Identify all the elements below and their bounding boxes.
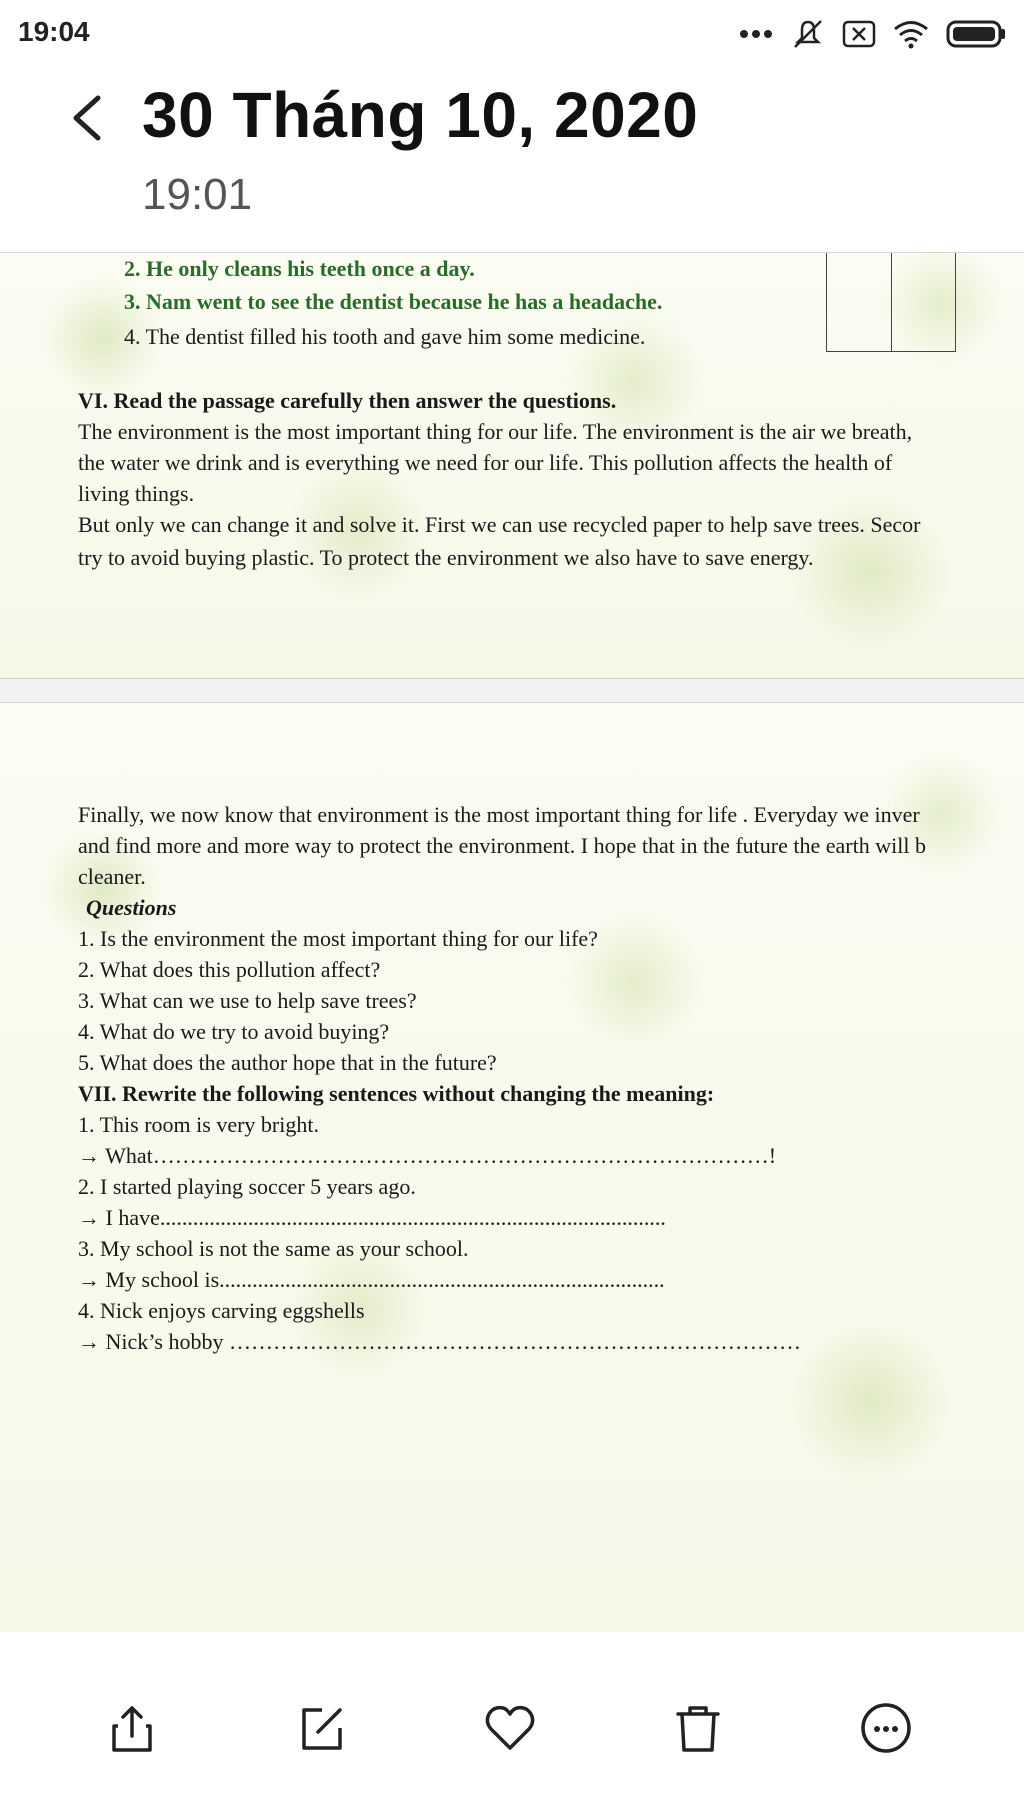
wifi-icon [892, 19, 930, 49]
status-bar [0, 0, 1024, 70]
section-heading: VII. Rewrite the following sentences without changing the meaning: [78, 1081, 715, 1106]
page1-line: 2. He only cleans his teeth once a day. [124, 256, 475, 281]
page1-line: But only we can change it and solve it. First we can use recycled paper to help save trees. Secor [78, 512, 921, 537]
page1-line: The environment is the most important thing for our life. The environment is the air we breath, [78, 419, 913, 444]
rewrite-answer: → What…………………………………………………………………………! [78, 1143, 777, 1168]
mute-icon [790, 18, 826, 50]
rewrite-item: 4. Nick enjoys carving eggshells [78, 1298, 365, 1323]
page1-line: 4. The dentist filled his tooth and gave him some medicine. [124, 324, 646, 349]
question-item: 2. What does this pollution affect? [78, 957, 381, 982]
section-heading: VI. Read the passage carefully then answer the questions. [78, 388, 617, 413]
rewrite-answer: → I have............................................................................................ [78, 1205, 666, 1230]
bottom-toolbar [0, 1632, 1024, 1820]
rewrite-item: 3. My school is not the same as your school. [78, 1236, 469, 1261]
more-dots-icon [738, 28, 774, 40]
edit-icon [294, 1700, 350, 1756]
status-icons [738, 18, 1006, 50]
photo-time: 19:01 [142, 170, 253, 219]
favorite-icon [482, 1700, 538, 1756]
question-item: 3. What can we use to help save trees? [78, 988, 417, 1013]
more-button[interactable] [858, 1700, 914, 1756]
rewrite-answer: → My school is................................................................................. [78, 1267, 665, 1292]
more-icon [858, 1700, 914, 1756]
page1-line: 3. Nam went to see the dentist because he has a headache. [124, 289, 663, 314]
page2-line: Finally, we now know that environment is the most important thing for life . Everyday we inver [78, 802, 920, 827]
question-item: 5. What does the author hope that in the future? [78, 1050, 497, 1075]
share-icon [104, 1700, 160, 1756]
page1-line: try to avoid buying plastic. To protect the environment we also have to save energy. [78, 545, 814, 570]
delete-button[interactable] [670, 1700, 726, 1756]
status-time: 19:04 [18, 16, 90, 47]
document-page-2 [0, 702, 1024, 1634]
page1-line: living things. [78, 481, 195, 506]
delete-icon [670, 1700, 726, 1756]
rewrite-item: 2. I started playing soccer 5 years ago. [78, 1174, 416, 1199]
question-item: 4. What do we try to avoid buying? [78, 1019, 390, 1044]
rewrite-item: 1. This room is very bright. [78, 1112, 319, 1137]
back-button[interactable] [64, 90, 108, 146]
document-page-1 [0, 252, 1024, 679]
rewrite-answer: → Nick’s hobby …………………………………………………………………… [78, 1329, 801, 1354]
page1-line: the water we drink and is everything we need for our life. This pollution affects the health of [78, 450, 893, 475]
table-boxes [826, 252, 956, 352]
page-title: 30 Tháng 10, 2020 [142, 79, 699, 151]
page2-line: and find more and more way to protect the environment. I hope that in the future the earth will b [78, 833, 926, 858]
close-box-icon [842, 20, 876, 48]
photo-viewer[interactable] [0, 252, 1024, 1632]
chevron-left-icon [64, 90, 108, 146]
share-button[interactable] [104, 1700, 160, 1756]
questions-heading: Questions [86, 895, 177, 920]
question-item: 1. Is the environment the most important thing for our life? [78, 926, 598, 951]
page2-line: cleaner. [78, 864, 146, 889]
favorite-button[interactable] [482, 1700, 538, 1756]
edit-button[interactable] [294, 1700, 350, 1756]
battery-icon [946, 19, 1006, 49]
